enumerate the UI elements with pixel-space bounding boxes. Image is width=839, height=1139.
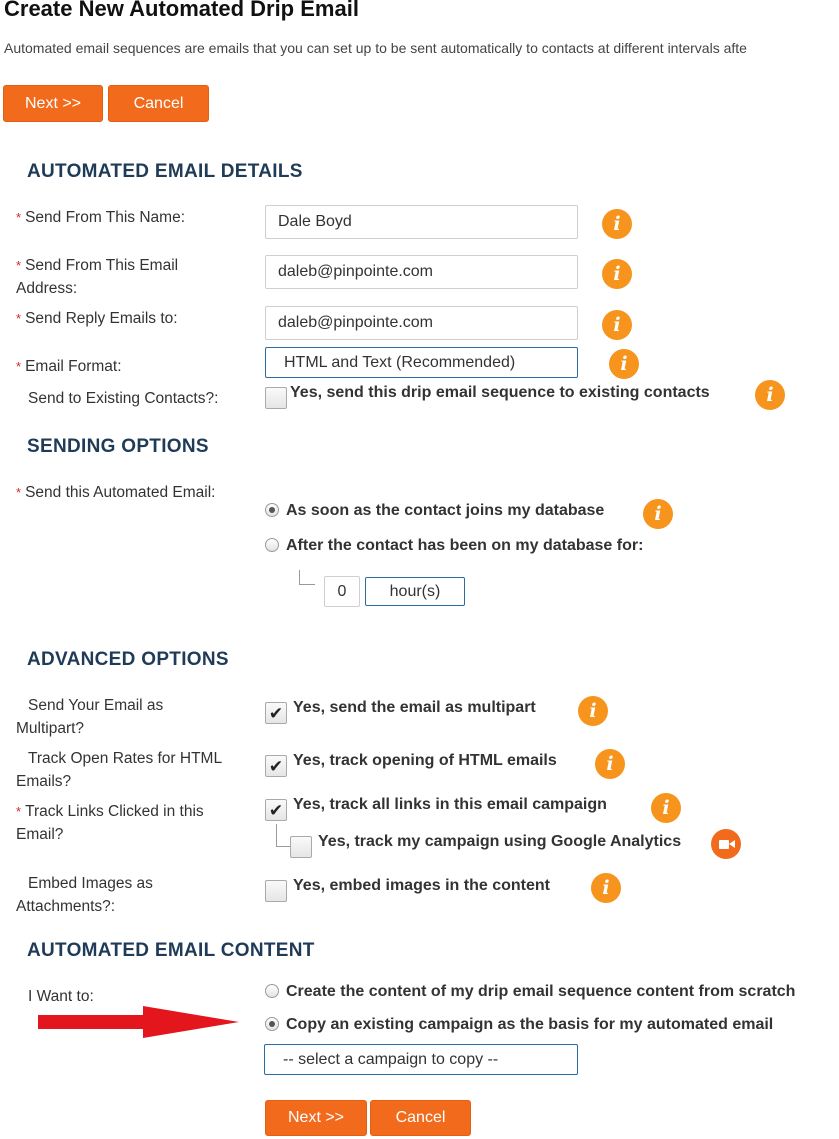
google-analytics-option[interactable]: Yes, track my campaign using Google Analytics bbox=[318, 833, 682, 850]
info-icon[interactable]: i bbox=[643, 499, 673, 529]
required-marker: * bbox=[16, 258, 22, 273]
google-analytics-checkbox[interactable] bbox=[290, 836, 312, 858]
details-heading: AUTOMATED EMAIL DETAILS bbox=[27, 161, 303, 182]
content-scratch-option[interactable]: Create the content of my drip email sequence content from scratch bbox=[286, 983, 796, 1000]
content-copy-option[interactable]: Copy an existing campaign as the basis for my automated email bbox=[286, 1016, 774, 1033]
embed-images-option[interactable]: Yes, embed images in the content bbox=[293, 877, 550, 894]
next-button-top[interactable]: Next >> bbox=[3, 85, 103, 122]
email-format-label: * Email Format: bbox=[16, 358, 122, 375]
info-icon[interactable]: i bbox=[609, 349, 639, 379]
track-links-option[interactable]: Yes, track all links in this email campaign bbox=[293, 796, 607, 813]
required-marker: * bbox=[16, 311, 22, 326]
reply-email-label: * Send Reply Emails to: bbox=[16, 310, 178, 327]
track-open-checkbox[interactable]: ✔ bbox=[265, 755, 287, 777]
send-on-join-option[interactable]: As soon as the contact joins my database bbox=[286, 502, 605, 519]
existing-contacts-checkbox[interactable] bbox=[265, 387, 287, 409]
cancel-button-bottom[interactable]: Cancel bbox=[370, 1100, 471, 1136]
required-marker: * bbox=[16, 485, 22, 500]
sending-heading: SENDING OPTIONS bbox=[27, 436, 209, 457]
info-icon[interactable]: i bbox=[578, 696, 608, 726]
embed-images-checkbox[interactable] bbox=[265, 880, 287, 902]
next-button-bottom[interactable]: Next >> bbox=[265, 1100, 367, 1136]
embed-images-label: Embed Images as Attachments?: bbox=[16, 875, 153, 915]
send-after-option[interactable]: After the contact has been on my database for: bbox=[286, 537, 644, 554]
page-title: Create New Automated Drip Email bbox=[4, 0, 359, 21]
info-icon[interactable]: i bbox=[595, 749, 625, 779]
content-scratch-radio[interactable] bbox=[265, 984, 279, 998]
info-icon[interactable]: i bbox=[591, 873, 621, 903]
delay-value-input[interactable]: 0 bbox=[324, 576, 360, 607]
multipart-label: Send Your Email as Multipart? bbox=[16, 697, 164, 737]
tree-connector bbox=[299, 570, 315, 585]
from-email-input[interactable]: daleb@pinpointe.com bbox=[265, 255, 578, 289]
campaign-select[interactable]: -- select a campaign to copy -- bbox=[264, 1044, 578, 1075]
existing-contacts-label: Send to Existing Contacts?: bbox=[28, 390, 219, 407]
existing-contacts-option[interactable]: Yes, send this drip email sequence to existing contacts bbox=[290, 384, 710, 401]
email-format-select[interactable]: HTML and Text (Recommended) bbox=[265, 347, 578, 378]
content-copy-radio[interactable] bbox=[265, 1017, 279, 1031]
video-icon[interactable] bbox=[711, 829, 741, 859]
track-open-option[interactable]: Yes, track opening of HTML emails bbox=[293, 752, 557, 769]
track-links-label: * Track Links Clicked in this Email? bbox=[16, 803, 204, 843]
info-icon[interactable]: i bbox=[602, 209, 632, 239]
from-name-input[interactable]: Dale Boyd bbox=[265, 205, 578, 239]
content-heading: AUTOMATED EMAIL CONTENT bbox=[27, 940, 315, 961]
info-icon[interactable]: i bbox=[602, 310, 632, 340]
red-arrow bbox=[38, 1005, 244, 1041]
cancel-button-top[interactable]: Cancel bbox=[108, 85, 209, 122]
send-timing-label: * Send this Automated Email: bbox=[16, 484, 216, 501]
info-icon[interactable]: i bbox=[602, 259, 632, 289]
red-arrow-shape bbox=[38, 1006, 239, 1038]
i-want-to-label: I Want to: bbox=[28, 988, 94, 1005]
track-links-checkbox[interactable]: ✔ bbox=[265, 799, 287, 821]
required-marker: * bbox=[16, 804, 22, 819]
required-marker: * bbox=[16, 359, 22, 374]
advanced-heading: ADVANCED OPTIONS bbox=[27, 649, 229, 670]
send-after-radio[interactable] bbox=[265, 538, 279, 552]
required-marker: * bbox=[16, 210, 22, 225]
page-intro: Automated email sequences are emails that you can set up to be sent automatically to contacts at different intervals afte bbox=[4, 40, 747, 56]
from-name-label: * Send From This Name: bbox=[16, 209, 185, 226]
track-open-label: Track Open Rates for HTML Emails? bbox=[16, 750, 222, 790]
info-icon[interactable]: i bbox=[755, 380, 785, 410]
multipart-checkbox[interactable]: ✔ bbox=[265, 702, 287, 724]
send-on-join-radio[interactable] bbox=[265, 503, 279, 517]
from-email-label: * Send From This Email Address: bbox=[16, 257, 179, 297]
multipart-option[interactable]: Yes, send the email as multipart bbox=[293, 699, 536, 716]
delay-unit-select[interactable]: hour(s) bbox=[365, 577, 465, 606]
tree-connector bbox=[276, 824, 291, 847]
info-icon[interactable]: i bbox=[651, 793, 681, 823]
reply-email-input[interactable]: daleb@pinpointe.com bbox=[265, 306, 578, 340]
